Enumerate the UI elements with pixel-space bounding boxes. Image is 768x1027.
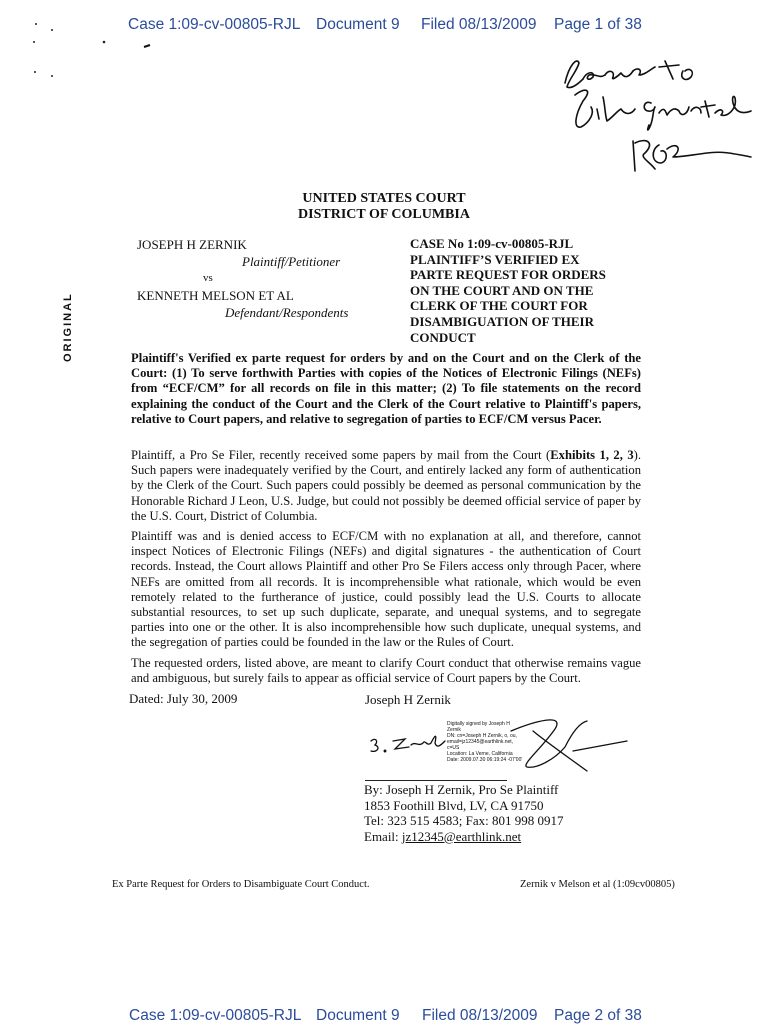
document-title-line: PARTE REQUEST FOR ORDERS bbox=[410, 267, 606, 283]
signature-detail-line: email=jz12345@earthlink.net, bbox=[447, 739, 514, 745]
digital-signature-details bbox=[447, 721, 557, 763]
signature-detail-line: c=US bbox=[447, 745, 460, 751]
address: 1853 Foothill Blvd, LV, CA 91750 bbox=[364, 797, 544, 813]
document-title-line: DISAMBIGUATION OF THEIR bbox=[410, 313, 594, 329]
header-filed-date: Filed 08/13/2009 bbox=[421, 16, 537, 33]
paragraph-text: Plaintiff, a Pro Se Filer, recently received some papers by mail from the Court ( bbox=[131, 448, 551, 462]
next-case-number: Case 1:09-cv-00805-RJL bbox=[129, 1007, 302, 1024]
defendant-name: KENNETH MELSON ET AL bbox=[137, 288, 294, 303]
dated-line: Dated: July 30, 2009 bbox=[129, 691, 238, 706]
email-link[interactable]: jz12345@earthlink.net bbox=[401, 828, 522, 844]
paragraph-text: ). Such papers were inadequately verified by the Court, and entirely lacked any form of authentication by the Clerk of the Court. Such papers could possibly be deemed as personal communication by the Honorable Richard J Leon, U.S. Judge, but could not possibly be deemed official service of paper by the U.S. Court, District of Columbia. bbox=[131, 448, 641, 523]
signer-name: Joseph H Zernik bbox=[365, 692, 451, 707]
signed-by: By: Joseph H Zernik, Pro Se Plaintiff bbox=[364, 782, 559, 797]
court-heading bbox=[0, 191, 768, 223]
case-number: CASE No 1:09-cv-00805-RJL bbox=[410, 236, 574, 251]
handwritten-leave-granted-note bbox=[555, 45, 765, 185]
next-page-number: Page 2 of 38 bbox=[554, 1007, 642, 1024]
signature-detail-line: Date: 2009.07.30 06:19:24 -07'00' bbox=[447, 757, 523, 763]
footer-right: Zernik v Melson et al (1:09cv00805) bbox=[520, 879, 675, 890]
document-title-line: CONDUCT bbox=[410, 329, 476, 345]
signature-detail-line: Digitally signed by Joseph H bbox=[447, 721, 510, 727]
body-paragraph-3: The requested orders, listed above, are meant to clarify Court conduct that otherwise remains vague and ambiguous, but surely fails to appear as official service of Court papers by the Court. bbox=[131, 656, 641, 686]
phone-fax: Tel: 323 515 4583; Fax: 801 998 0917 bbox=[364, 813, 564, 829]
versus-label: vs bbox=[203, 272, 213, 284]
document-title-line: PLAINTIFF’S VERIFIED EX bbox=[410, 251, 580, 267]
next-page-ecf-stamp bbox=[0, 1007, 768, 1027]
next-filed-date: Filed 08/13/2009 bbox=[422, 1007, 538, 1024]
header-page-number: Page 1 of 38 bbox=[554, 16, 642, 33]
exhibits-reference: Exhibits 1, 2, 3 bbox=[550, 448, 634, 462]
plaintiff-name: JOSEPH H ZERNIK bbox=[137, 237, 247, 252]
header-case-number: Case 1:09-cv-00805-RJL bbox=[128, 16, 301, 33]
request-summary: Plaintiff's Verified ex parte request for orders by and on the Court and on the Clerk of the Court: (1) To serve forthwith Parties with copies of the Notices of Electronic Filings (NEFs) from “ECF/CM” for all records on file in this matter; (2) To file statements on the record explaining the conduct of the Court and the Clerk of the Court relative to Plaintiff's papers, relative to Court papers, and relative to segregation of parties to ECF/CM versus Pacer. bbox=[131, 351, 641, 426]
signature-detail-line: Zernik bbox=[447, 727, 461, 733]
next-document-number: Document 9 bbox=[316, 1007, 400, 1024]
caption-parties bbox=[137, 236, 367, 321]
signature-block bbox=[364, 782, 564, 844]
scan-specks bbox=[28, 18, 168, 88]
signature-line bbox=[365, 780, 507, 781]
header-document-number: Document 9 bbox=[316, 16, 400, 33]
defendant-role: Defendant/Respondents bbox=[225, 305, 349, 320]
document-title-line: CLERK OF THE COURT FOR bbox=[410, 298, 588, 314]
body-paragraph-2: Plaintiff was and is denied access to ECF/CM with no explanation at all, and therefore, cannot inspect Notices of Electronic Filings (NEFs) and digital signatures - the authentication of Court records. Instead, the Court allows Plaintiff and other Pro Se Filers access only through Pacer, where NEFs are omitted from all records. It is incomprehensible what rationale, which would be even remotely related to the furtherance of justice, could possibly lead the U.S. Courts to allocate substantial resources, to set up such duplicate, separate, and unequal systems, and to segregate parties into one or the other. It is also incomprehensible how such duplicate, unequal systems, and the segregation of parties could be founded in the law or the Rules of Court. bbox=[131, 529, 641, 650]
body-paragraph-1 bbox=[131, 448, 641, 524]
court-name: UNITED STATES COURT bbox=[302, 191, 466, 206]
email-line bbox=[364, 829, 564, 845]
email-label: Email: bbox=[364, 828, 402, 844]
court-district: DISTRICT OF COLUMBIA bbox=[298, 207, 470, 222]
caption-case-block bbox=[410, 236, 640, 345]
signature-detail-line: DN: cn=Joseph H Zernik, o, ou, bbox=[447, 733, 517, 739]
footer-left: Ex Parte Request for Orders to Disambiguate Court Conduct. bbox=[112, 879, 370, 890]
plaintiff-role: Plaintiff/Petitioner bbox=[242, 254, 341, 269]
document-title-line: ON THE COURT AND ON THE bbox=[410, 282, 594, 298]
signature-detail-line: Location: La Verne, California bbox=[447, 751, 513, 757]
original-margin-stamp: ORIGINAL bbox=[62, 292, 74, 362]
